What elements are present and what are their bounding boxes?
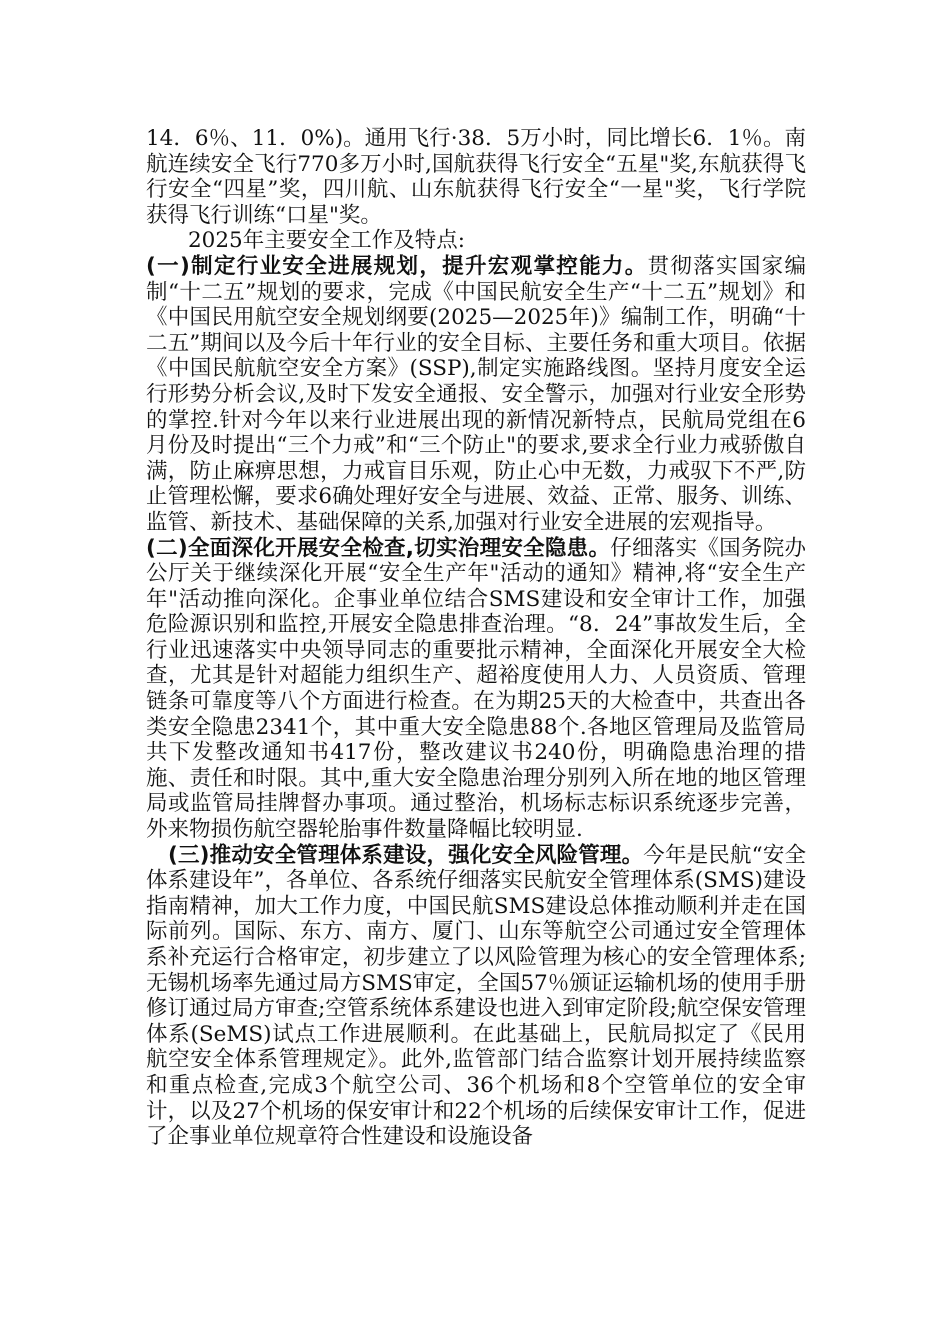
paragraph-text: 今年是民航“安全体系建设年”，各单位、各系统仔细落实民航安全管理体系(SMS)建设指南精神，加大工作力度，中国民航SMS建设总体推动顺利并走在国际前列。国际、东方、南方、厦门、山东等航空公司通过安全管理体系补充运行合格审定，初步建立了以风险管理为核心的安全管理体系;无锡机场率先通过局方SMS审定，全国57％颁证运输机场的使用手册修订通过局方审查;空管系统体系建设也进入到审定阶段;航空保安管理体系(SeMS)试点工作进展顺利。在此基础上，民航局拟定了《民用航空安全体系管理规定》。此外,监管部门结合监察计划开展持续监察和重点检查,完成3个航空公司、36个机场和8个空管单位的安全审计，以及27个机场的保安审计和22个机场的后续保安审计工作，促进了企事业单位规章符合性建设和设施设备 xyxy=(146,842,807,1150)
section-heading: (二)全面深化开展安全检查,切实治理安全隐患。 xyxy=(146,535,611,561)
paragraph-text: 仔细落实《国务院办公厅关于继续深化开展“安全生产年"活动的通知》精神,将“安全生产年"活动推向深化。企事业单位结合SMS建设和安全审计工作，加强危险源识别和监控,开展安全隐患排查治理。“8．24”事故发生后，全行业迅速落实中央领导同志的重要批示精神，全面深化开展安全大检查，尤其是针对超能力组织生产、超裕度使用人力、人员资质、管理链条可靠度等八个方面进行检查。在为期25天的大检查中，共查出各类安全隐患2341个，其中重大安全隐患88个.各地区管理局及监管局共下发整改通知书417份，整改建议书240份，明确隐患治理的措施、责任和时限。其中,重大安全隐患治理分别列入所在地的地区管理局或监管局挂牌督办事项。通过整治，机场标志标识系统逐步完善，外来物损伤航空器轮胎事件数量降幅比较明显. xyxy=(146,535,806,843)
paragraph-section-3 xyxy=(146,843,806,1150)
section-heading: (三)推动安全管理体系建设，强化安全风险管理。 xyxy=(168,842,644,868)
paragraph-intro xyxy=(146,228,806,254)
paragraph-stats xyxy=(146,126,806,228)
section-heading: (一)制定行业安全进展规划，提升宏观掌控能力。 xyxy=(146,253,648,279)
paragraph-section-1 xyxy=(146,254,806,536)
document-body xyxy=(146,126,806,1150)
paragraph-text: 14．6％、11．0%)。通用飞行·38．5万小时，同比增长6．1％。南航连续安全飞行770多万小时,国航获得飞行安全“五星"奖,东航获得飞行安全“四星”奖，四川航、山东航获得飞行安全“一星"奖，飞行学院获得飞行训练“口星"奖。 xyxy=(146,126,806,228)
paragraph-text: 2025年主要安全工作及特点: xyxy=(188,228,465,254)
paragraph-section-2 xyxy=(146,536,806,843)
paragraph-text: 贯彻落实国家编制“十二五”规划的要求，完成《中国民航安全生产“十二五”规划》和《中国民用航空安全规划纲要(2025—2025年)》编制工作，明确“十二五”期间以及今后十年行业的安全目标、主要任务和重大项目。依据《中国民航航空安全方案》(SSP),制定实施路线图。坚持月度安全运行形势分析会议,及时下发安全通报、安全警示，加强对行业安全形势的掌控.针对今年以来行业进展出现的新情况新特点，民航局党组在6月份及时提出“三个力戒”和“三个防止"的要求,要求全行业力戒骄傲自满，防止麻痹思想，力戒盲目乐观，防止心中无数，力戒驭下不严,防止管理松懈，要求6确处理好安全与进展、效益、正常、服务、训练、监管、新技术、基础保障的关系,加强对行业安全进展的宏观指导。 xyxy=(146,253,806,535)
